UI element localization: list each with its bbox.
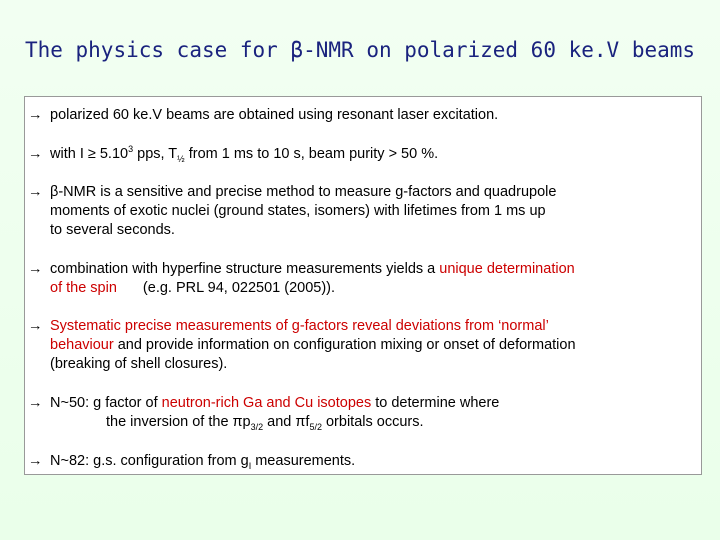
bullet-text: to determine where xyxy=(371,395,500,411)
arrow-icon: → xyxy=(28,107,43,123)
bullet-text: N~50: g factor of xyxy=(50,395,162,411)
arrow-icon: → xyxy=(28,184,43,200)
bullet-text: with I ≥ 5.10 xyxy=(50,146,129,162)
bullet-systematic xyxy=(28,317,696,374)
bullet-text: measurements. xyxy=(251,453,356,469)
highlight-text: neutron-rich Ga and Cu isotopes xyxy=(161,395,372,411)
bullet-n50 xyxy=(28,394,696,432)
bullet-bnmr-method xyxy=(28,183,696,240)
subscript: 5/2 xyxy=(309,421,322,432)
bullet-text: combination with hyperfine structure measurements yields a xyxy=(50,261,440,277)
superscript: 3 xyxy=(128,144,134,155)
subscript: 3/2 xyxy=(250,421,264,432)
highlight-text: Systematic precise measurements of g-factors reveal deviations from ‘normal’ xyxy=(50,318,549,334)
bullet-hyperfine xyxy=(28,260,696,298)
bullet-text: N~82: g.s. configuration from g xyxy=(50,453,249,469)
highlight-text: behaviour xyxy=(50,337,114,353)
subscript: ½ xyxy=(177,153,185,164)
bullet-text: the inversion of the πp xyxy=(106,414,251,430)
arrow-icon: → xyxy=(28,395,43,411)
arrow-icon: → xyxy=(28,318,43,334)
arrow-icon: → xyxy=(28,261,43,277)
highlight-text: of the spin xyxy=(50,280,117,296)
bullet-text: polarized 60 ke.V beams are obtained using resonant laser excitation. xyxy=(50,107,499,123)
bullet-text: (breaking of shell closures). xyxy=(50,356,228,372)
slide-title: The physics case for β-NMR on polarized 60 ke.V beams xyxy=(24,38,696,62)
highlight-text: unique determination xyxy=(439,261,575,277)
reference-text: (e.g. PRL 94, 022501 (2005)). xyxy=(142,280,336,296)
bullet-text: to several seconds. xyxy=(50,222,175,238)
arrow-icon: → xyxy=(28,146,43,162)
bullet-intensity xyxy=(28,145,696,164)
bullet-text: β-NMR is a sensitive and precise method to measure g-factors and quadrupole xyxy=(50,184,557,200)
bullet-text: and provide information on configuration mixing or onset of deformation xyxy=(113,337,576,353)
bullet-beams xyxy=(28,106,696,125)
bullet-text: orbitals occurs. xyxy=(321,414,424,430)
bullet-text: from 1 ms to 10 s, beam purity > 50 %. xyxy=(184,146,439,162)
subscript: I xyxy=(248,460,252,471)
bullet-n82 xyxy=(28,452,696,471)
bullet-text: and πf xyxy=(263,414,310,430)
bullet-text: moments of exotic nuclei (ground states, isomers) with lifetimes from 1 ms up xyxy=(50,203,546,219)
arrow-icon: → xyxy=(28,453,43,469)
bullet-text: pps, T xyxy=(133,146,178,162)
